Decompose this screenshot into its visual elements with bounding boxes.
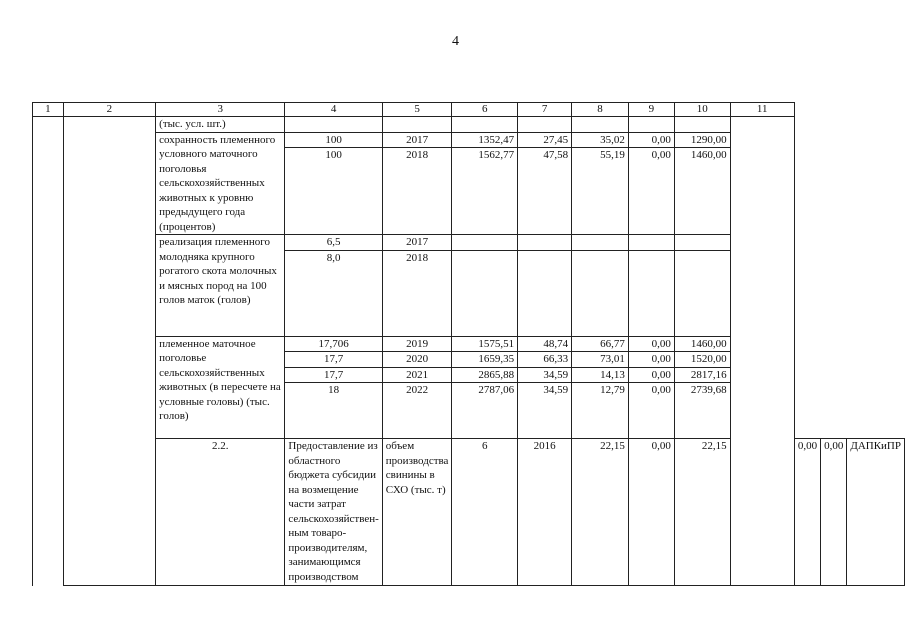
cell-value: 22,15	[674, 439, 730, 586]
col-header: 9	[628, 103, 674, 117]
cell-value: 66,77	[572, 336, 629, 352]
cell-value: 1659,35	[452, 352, 518, 368]
cell-empty	[518, 250, 572, 336]
cell-year: 2022	[382, 383, 452, 439]
cell-value: 66,33	[518, 352, 572, 368]
cell-empty	[628, 117, 674, 133]
header-row	[33, 103, 905, 117]
col-header: 8	[572, 103, 629, 117]
col-header: 1	[33, 103, 64, 117]
cell-value: 17,7	[285, 352, 382, 368]
cell-year: 2018	[382, 250, 452, 336]
cell-value: 0,00	[821, 439, 847, 586]
cell-value: 1520,00	[674, 352, 730, 368]
cell-empty	[518, 235, 572, 251]
cell-indicator: реализация племенного молодняка крупного рогатого скота молочных и мясных пород на 100 голов маток (голов)	[156, 235, 285, 337]
cell-value: 47,58	[518, 148, 572, 235]
cell-value: 0,00	[628, 367, 674, 383]
cell-year: 2016	[518, 439, 572, 586]
cell-value: 2817,16	[674, 367, 730, 383]
cell-value: 0,00	[628, 148, 674, 235]
cell-value: 1290,00	[674, 132, 730, 148]
cell-value: 0,00	[628, 352, 674, 368]
cell-value: 18	[285, 383, 382, 439]
cell-indicator: сохранность племенного условного маточного поголовья сельскохозяйственных животных к уровню предыдущего года (процентов)	[156, 132, 285, 235]
cell-value: 2865,88	[452, 367, 518, 383]
col-header: 7	[518, 103, 572, 117]
col-header: 10	[674, 103, 730, 117]
cell-value: 1352,47	[452, 132, 518, 148]
cell-value: 35,02	[572, 132, 629, 148]
subsidy-table	[32, 102, 905, 586]
cell-value: 6,5	[285, 235, 382, 251]
cell-value: 100	[285, 148, 382, 235]
cell-value: 0,00	[628, 132, 674, 148]
col-header: 11	[730, 103, 794, 117]
cell-empty	[572, 250, 629, 336]
col-header: 4	[285, 103, 382, 117]
cell-value: 6	[452, 439, 518, 586]
cell-value: 0,00	[628, 383, 674, 439]
cell-year: 2017	[382, 235, 452, 251]
cell-indicator: племенное маточное поголовье сельскохозяйственных животных (в пересчете на условные головы) (тыс. голов)	[156, 336, 285, 439]
cell-value: 34,59	[518, 383, 572, 439]
cell-value: 8,0	[285, 250, 382, 336]
table-row	[33, 117, 905, 133]
cell-empty	[730, 117, 794, 586]
cell-empty	[33, 117, 64, 586]
cell-value: 17,706	[285, 336, 382, 352]
cell-year: 2020	[382, 352, 452, 368]
cell-empty	[452, 117, 518, 133]
cell-value: 17,7	[285, 367, 382, 383]
cell-indicator: объем производства свинины в СХО (тыс. т)	[382, 439, 452, 586]
cell-value: 1460,00	[674, 148, 730, 235]
cell-value: 12,79	[572, 383, 629, 439]
cell-value: 27,45	[518, 132, 572, 148]
cell-executor: ДАПКиПР	[847, 439, 905, 586]
cell-empty	[572, 235, 629, 251]
col-header: 2	[63, 103, 156, 117]
cell-value: 14,13	[572, 367, 629, 383]
cell-year: 2017	[382, 132, 452, 148]
cell-year: 2018	[382, 148, 452, 235]
cell-empty	[572, 117, 629, 133]
col-header: 5	[382, 103, 452, 117]
cell-value: 48,74	[518, 336, 572, 352]
cell-value: 1575,51	[452, 336, 518, 352]
page-number: 4	[452, 34, 459, 49]
cell-value: 34,59	[518, 367, 572, 383]
cell-value: 100	[285, 132, 382, 148]
cell-value: 0,00	[794, 439, 820, 586]
cell-value: 55,19	[572, 148, 629, 235]
cell-value: 1562,77	[452, 148, 518, 235]
cell-measure: Предоставление из областного бюджета субсидии на возмещение части затрат сельскохозяйствен-ным товаро-производителям, занимающимся производством	[285, 439, 382, 586]
cell-empty	[674, 250, 730, 336]
cell-empty	[674, 235, 730, 251]
cell-number: 2.2.	[156, 439, 285, 586]
cell-empty	[674, 117, 730, 133]
cell-empty	[285, 117, 382, 133]
cell-empty	[628, 235, 674, 251]
cell-unit: (тыс. усл. шт.)	[156, 117, 285, 133]
cell-empty	[452, 235, 518, 251]
cell-value: 0,00	[628, 336, 674, 352]
cell-empty	[518, 117, 572, 133]
cell-value: 0,00	[628, 439, 674, 586]
cell-value: 22,15	[572, 439, 629, 586]
col-header: 6	[452, 103, 518, 117]
cell-empty	[452, 250, 518, 336]
cell-empty	[382, 117, 452, 133]
cell-empty	[63, 117, 156, 586]
cell-value: 2739,68	[674, 383, 730, 439]
cell-value: 73,01	[572, 352, 629, 368]
cell-empty	[628, 250, 674, 336]
cell-value: 2787,06	[452, 383, 518, 439]
cell-value: 1460,00	[674, 336, 730, 352]
cell-year: 2019	[382, 336, 452, 352]
cell-year: 2021	[382, 367, 452, 383]
col-header: 3	[156, 103, 285, 117]
